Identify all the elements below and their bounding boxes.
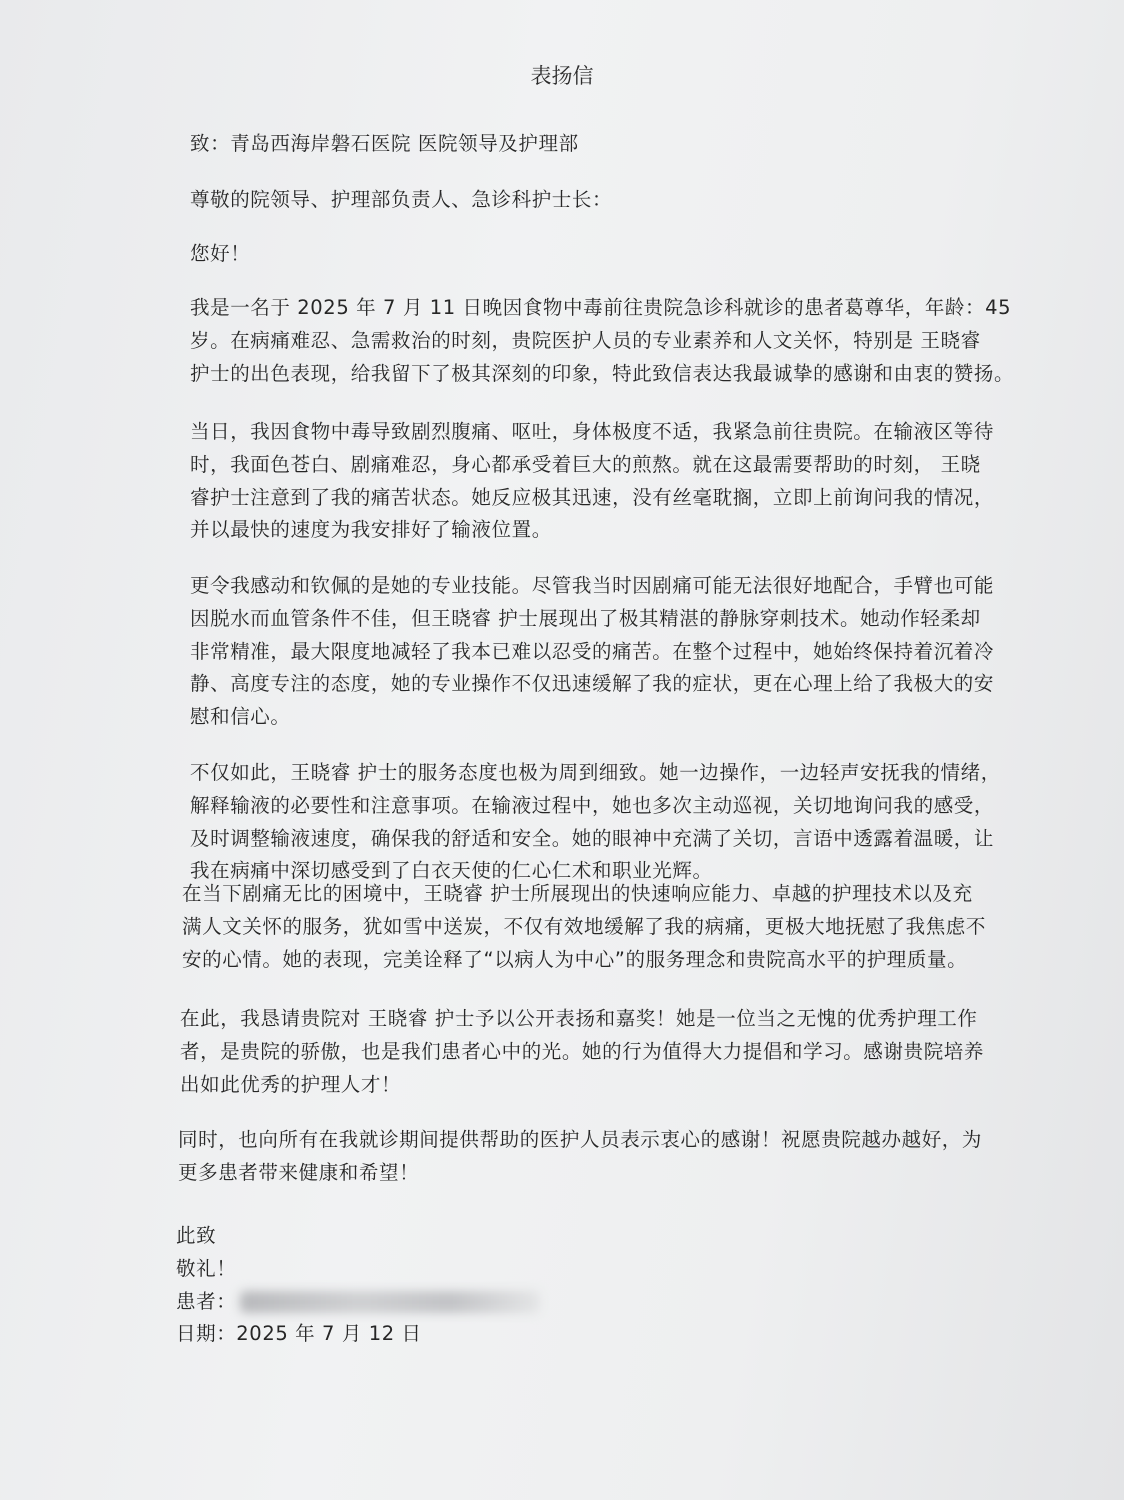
text-line: 满人文关怀的服务，犹如雪中送炭，不仅有效地缓解了我的病痛，更极大地抚慰了我焦虑不: [182, 914, 987, 938]
text-line: 我是一名于 2025 年 7 月 11 日晚因食物中毒前往贵院急诊科就诊的患者葛尊华，年龄：45: [190, 296, 1012, 319]
text-line: 在当下剧痛无比的困境中，王晓睿 护士所展现出的快速响应能力、卓越的护理技术以及充: [182, 882, 973, 905]
text-line: 非常精准，最大限度地减轻了我本已难以忍受的痛苦。在整个过程中，她始终保持着沉着冷: [190, 639, 995, 663]
closing: [176, 1220, 1006, 1351]
text-line: 者，是贵院的骄傲，也是我们患者心中的光。她的行为值得大力提倡和学习。感谢贵院培养: [180, 1039, 985, 1063]
text-line: 及时调整输液速度，确保我的舒适和安全。她的眼神中充满了关切，言语中透露着温暖，让: [190, 826, 995, 850]
text-line: 并以最快的速度为我安排好了输液位置。: [190, 518, 552, 542]
patient-label: 患者：: [176, 1289, 237, 1313]
paragraph-5: [182, 878, 1012, 976]
closing-line: 此致: [176, 1224, 217, 1247]
recipient-line: 致：青岛西海岸磐石医院 医院领导及护理部: [190, 132, 579, 155]
redacted-name: [240, 1291, 540, 1313]
greeting-line: 您好！: [190, 242, 251, 265]
letter-title: 表扬信: [530, 64, 594, 88]
closing-line: 敬礼！: [176, 1256, 237, 1280]
text-line: 在此，我恳请贵院对 王晓睿 护士予以公开表扬和嘉奖！她是一位当之无愧的优秀护理工作: [180, 1007, 978, 1030]
patient-line: [176, 1286, 1006, 1319]
paragraph-1: [190, 292, 1020, 390]
text-line: 睿护士注意到了我的痛苦状态。她反应极其迅速，没有丝毫耽搁，立即上前询问我的情况，: [190, 485, 995, 509]
text-line: 岁。在病痛难忍、急需救治的时刻，贵院医护人员的专业素养和人文关怀，特别是 王晓睿: [190, 328, 981, 352]
salutation: [190, 184, 1020, 217]
recipient: [190, 128, 1020, 161]
text-line: 出如此优秀的护理人才！: [180, 1072, 402, 1096]
text-line: 当日，我因食物中毒导致剧烈腹痛、呕吐，身体极度不适，我紧急前往贵院。在输液区等待: [190, 420, 995, 443]
paragraph-7: [178, 1124, 1008, 1190]
paragraph-6: [180, 1003, 1010, 1101]
text-line: 安的心情。她的表现，完美诠释了“以病人为中心”的服务理念和贵院高水平的护理质量。: [182, 947, 968, 971]
text-line: 护士的出色表现，给我留下了极其深刻的印象，特此致信表达我最诚挚的感谢和由衷的赞扬。: [190, 361, 1015, 385]
paragraph-2: [190, 416, 1020, 547]
text-line: 同时，也向所有在我就诊期间提供帮助的医护人员表示衷心的感谢！祝愿贵院越办越好，为: [178, 1128, 983, 1151]
paragraph-3: [190, 570, 1020, 734]
paragraph-4: [190, 757, 1020, 888]
text-line: 时，我面色苍白、剧痛难忍，身心都承受着巨大的煎熬。就在这最需要帮助的时刻， 王晓: [190, 452, 981, 476]
text-line: 静、高度专注的态度，她的专业操作不仅迅速缓解了我的症状，更在心理上给了我极大的安: [190, 672, 995, 696]
text-line: 解释输液的必要性和注意事项。在输液过程中，她也多次主动巡视，关切地询问我的感受，: [190, 793, 995, 817]
text-line: 更多患者带来健康和希望！: [178, 1160, 420, 1184]
text-line: 慰和信心。: [190, 705, 291, 729]
text-line: 因脱水而血管条件不佳，但王晓睿 护士展现出了极其精湛的静脉穿刺技术。她动作轻柔却: [190, 606, 981, 630]
text-line: 我在病痛中深切感受到了白衣天使的仁心仁术和职业光辉。: [190, 859, 713, 883]
salutation-line: 尊敬的院领导、护理部负责人、急诊科护士长：: [190, 188, 613, 211]
text-line: 更令我感动和钦佩的是她的专业技能。尽管我当时因剧痛可能无法很好地配合，手臂也可能: [190, 574, 995, 597]
greeting: [190, 238, 1020, 271]
text-line: 不仅如此，王晓睿 护士的服务态度也极为周到细致。她一边操作，一边轻声安抚我的情绪，: [190, 761, 1001, 784]
date-line: 日期：2025 年 7 月 12 日: [176, 1322, 422, 1346]
